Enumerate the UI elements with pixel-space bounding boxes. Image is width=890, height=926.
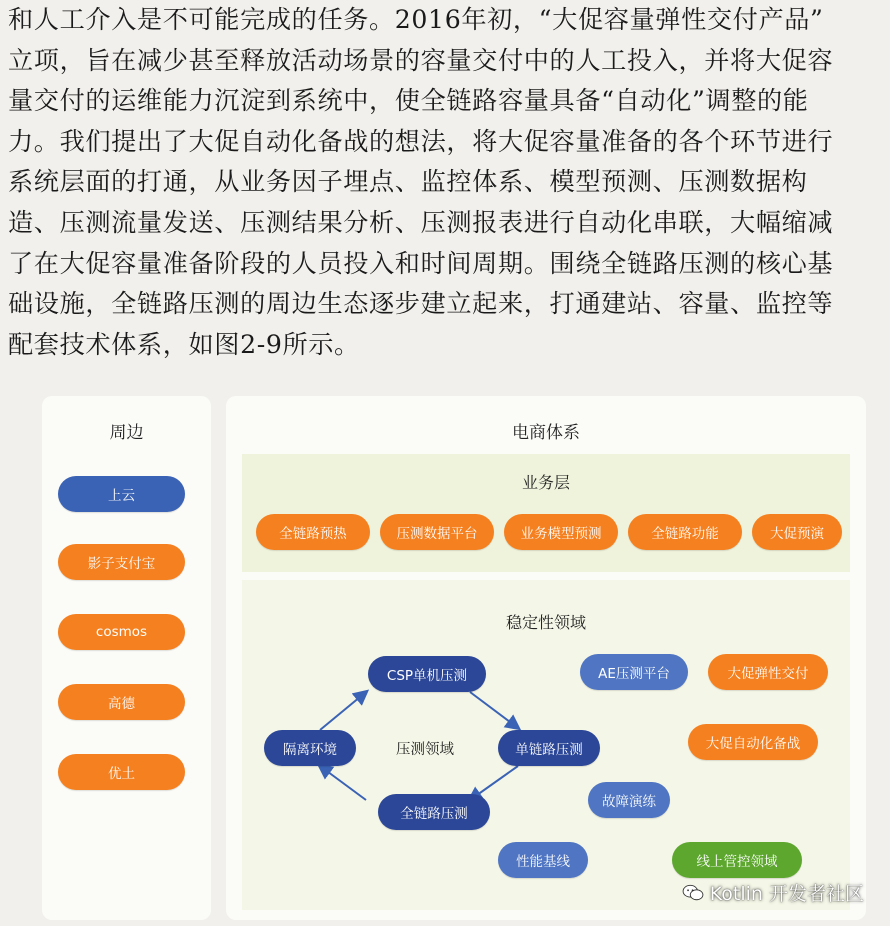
periphery-title: 周边 (109, 423, 144, 443)
periphery-item-cloud: 上云 (58, 476, 185, 512)
paragraph-line: 立项，旨在减少甚至释放活动场景的容量交付中的人工投入，并将大促容 (8, 45, 834, 75)
node-elastic-delivery: 大促弹性交付 (708, 654, 828, 690)
business-layer-title: 业务层 (521, 473, 570, 492)
paragraph-line: 系统层面的打通，从业务因子埋点、监控体系、模型预测、压测数据构 (8, 167, 808, 197)
node-performance-baseline: 性能基线 (498, 842, 588, 878)
periphery-panel (42, 396, 211, 920)
business-item: 大促预演 (752, 514, 842, 550)
periphery-item-youtu: 优土 (58, 754, 185, 790)
arrow-isolation-to-csp (320, 692, 366, 730)
business-item: 全链路功能 (628, 514, 742, 550)
periphery-item-shadow-alipay: 影子支付宝 (58, 544, 185, 580)
ecommerce-title: 电商体系 (512, 423, 580, 443)
node-full-link-stress: 全链路压测 (378, 794, 490, 830)
node-isolation-env: 隔离环境 (264, 730, 356, 766)
arrow-csp-to-single (470, 692, 518, 728)
node-csp-single-stress: CSP单机压测 (368, 656, 486, 692)
cycle-label: 压测领域 (396, 742, 454, 758)
node-online-control: 线上管控领域 (672, 842, 802, 878)
watermark-text: Kotlin 开发者社区 (709, 883, 864, 905)
paragraph-line: 配套技术体系，如图2-9所示。 (8, 329, 360, 359)
paragraph-line: 础设施，全链路压测的周边生态逐步建立起来，打通建站、容量、监控等 (8, 289, 834, 319)
periphery-item-gaode: 高德 (58, 684, 185, 720)
body-paragraph (8, 0, 880, 365)
ecommerce-panel (226, 396, 866, 920)
node-ae-stress-platform: AE压测平台 (580, 654, 688, 690)
business-item: 压测数据平台 (380, 514, 494, 550)
paragraph-line: 和人工介入是不可能完成的任务。2016年初，“大促容量弹性交付产品” (8, 5, 824, 34)
business-item: 全链路预热 (256, 514, 370, 550)
paragraph-line: 量交付的运维能力沉淀到系统中，使全链路容量具备“自动化”调整的能 (8, 86, 809, 116)
paragraph-line: 力。我们提出了大促自动化备战的想法，将大促容量准备的各个环节进行 (8, 126, 834, 156)
periphery-item-cosmos: cosmos (58, 614, 185, 650)
node-single-link-stress: 单链路压测 (498, 730, 600, 766)
paragraph-line: 造、压测流量发送、压测结果分析、压测报表进行自动化串联，大幅缩减 (8, 207, 834, 237)
node-fault-drill: 故障演练 (588, 782, 670, 818)
arrow-full-to-isolation (320, 766, 366, 800)
business-item: 业务模型预测 (504, 514, 618, 550)
paragraph-line: 了在大促容量准备阶段的人员投入和时间周期。围绕全链路压测的核心基 (8, 248, 834, 278)
stability-domain-title: 稳定性领域 (505, 613, 586, 632)
watermark (682, 879, 864, 906)
wechat-icon (682, 884, 704, 902)
node-auto-preparation: 大促自动化备战 (688, 724, 818, 760)
